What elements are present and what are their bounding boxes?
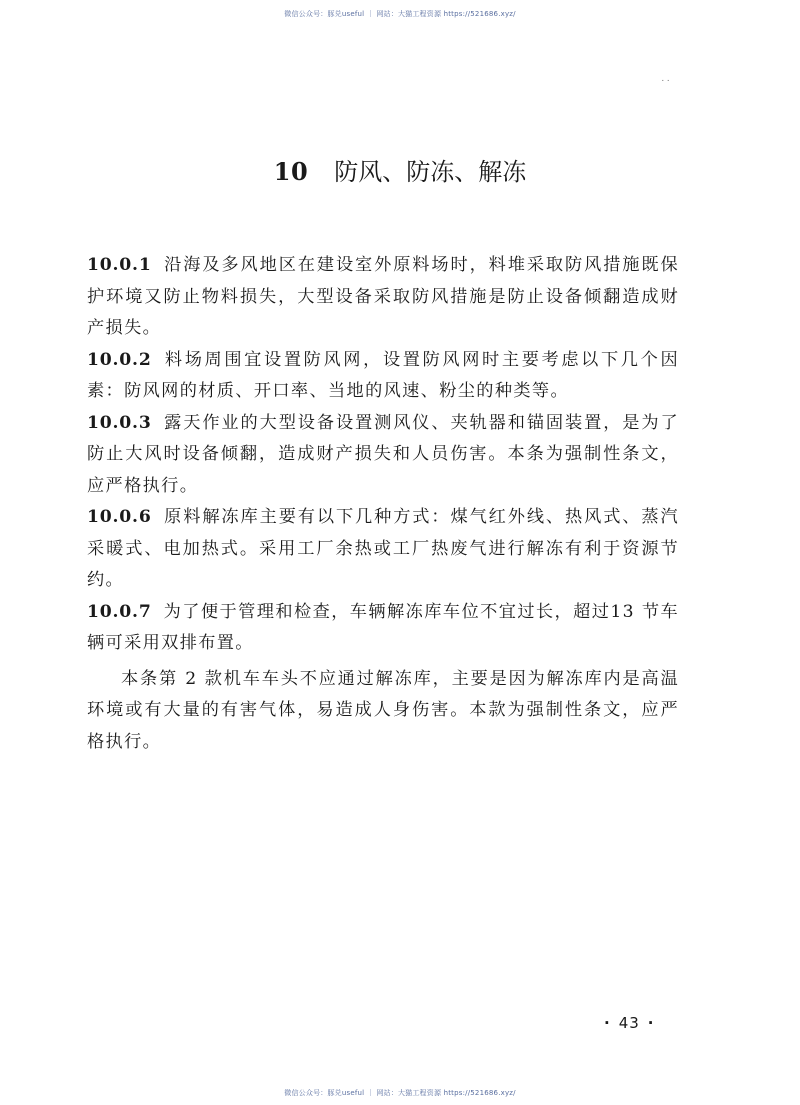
clause-number: 10.0.3	[87, 412, 152, 433]
chapter-title	[0, 152, 800, 187]
clause-number: 10.0.6	[87, 507, 152, 527]
clause-text: 沿海及多风地区在建设室外原料场时，料堆采取防风措施既保护环境又防止物料损失，大型设备采取防风措施是防止设备倾翻造成财产损失。	[87, 255, 679, 338]
section-10-0-6	[87, 502, 679, 597]
clause-text: 为了便于管理和检查，车辆解冻库车位不宜过长，超过13 节车辆可采用双排布置。	[87, 601, 679, 653]
clause-number: 10.0.1	[87, 255, 152, 275]
clause-number: 10.0.7	[87, 601, 152, 622]
clause-text: 露天作业的大型设备设置测风仪、夹轨器和锚固装置，是为了防止大风时设备倾翻，造成财产损失和人员伤害。本条为强制性条文，应严格执行。	[87, 412, 679, 496]
watermark-top: 微信公众号：豚兑useful ｜ 网站：大猫工程资源 https://521686.xyz/	[284, 10, 516, 18]
watermark-bottom: 微信公众号：豚兑useful ｜ 网站：大猫工程资源 https://521686.xyz/	[284, 1089, 516, 1097]
clause-text: 原料解冻库主要有以下几种方式：煤气红外线、热风式、蒸汽采暖式、电加热式。采用工厂余热或工厂热废气进行解冻有利于资源节约。	[87, 507, 679, 590]
explanation-paragraph: 本条第 2 款机车车头不应通过解冻库，主要是因为解冻库内是高温环境或有大量的有害气体，易造成人身伤害。本款为强制性条文，应严格执行。	[87, 668, 679, 752]
chapter-number: 10	[273, 157, 309, 186]
clause-number: 10.0.2	[87, 349, 152, 370]
section-10-0-3	[87, 408, 679, 503]
chapter-title-text: 防风、防冻、解冻	[334, 158, 527, 186]
clause-text: 料场周围宜设置防风网，设置防风网时主要考虑以下几个因素：防风网的材质、开口率、当地的风速、粉尘的种类等。	[87, 349, 679, 401]
section-10-0-2	[87, 345, 679, 408]
scan-speck: ˙˙	[660, 78, 671, 91]
section-10-0-1	[87, 250, 679, 345]
page-number-value: 43	[618, 1014, 640, 1032]
document-body	[87, 250, 679, 758]
page-number: · 43 ·	[604, 1014, 655, 1032]
section-10-0-7	[87, 597, 679, 660]
